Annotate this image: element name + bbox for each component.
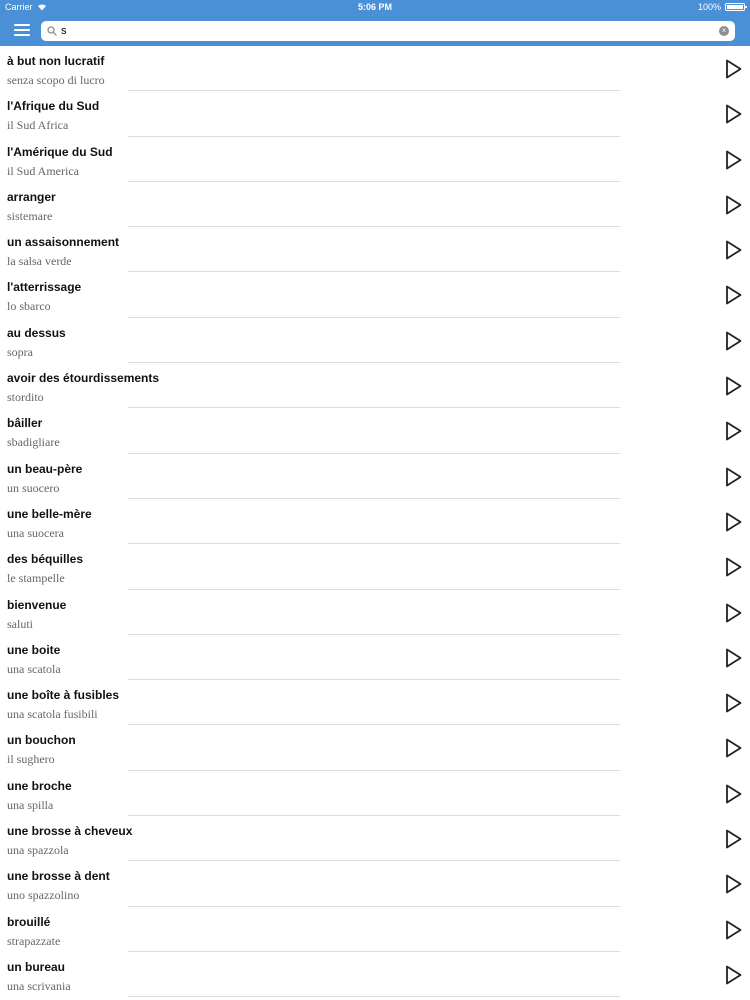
play-icon: [722, 783, 744, 805]
list-item[interactable]: [0, 91, 750, 136]
play-icon: [722, 420, 744, 442]
battery-fill: [727, 5, 743, 9]
entry-term: l'Afrique du Sud: [7, 99, 100, 114]
play-icon: [722, 556, 744, 578]
list-item[interactable]: [0, 544, 750, 589]
entry-translation: uno spazzolino: [7, 888, 80, 903]
entry-translation: una scatola fusibili: [7, 707, 98, 722]
list-item[interactable]: [0, 907, 750, 952]
list-item[interactable]: [0, 318, 750, 363]
play-button[interactable]: [722, 511, 744, 533]
play-button[interactable]: [722, 919, 744, 941]
entry-term: bienvenue: [7, 597, 67, 612]
entry-term: un beau-père: [7, 461, 83, 476]
play-icon: [722, 602, 744, 624]
entry-term: brouillé: [7, 914, 51, 929]
play-button[interactable]: [722, 647, 744, 669]
list-item[interactable]: [0, 680, 750, 725]
entry-term: une broche: [7, 778, 72, 793]
list-item[interactable]: [0, 861, 750, 906]
nav-bar: [0, 15, 750, 46]
play-icon: [722, 647, 744, 669]
entry-term: un bouchon: [7, 733, 76, 748]
entry-translation: senza scopo di lucro: [7, 73, 105, 87]
battery-indicator: [698, 2, 745, 12]
entry-term: une boîte à fusibles: [7, 688, 120, 703]
play-icon: [722, 103, 744, 125]
play-button[interactable]: [722, 58, 744, 80]
play-button[interactable]: [722, 466, 744, 488]
play-icon: [722, 873, 744, 895]
entry-term: à but non lucratif: [7, 54, 105, 68]
search-icon: [47, 26, 57, 36]
play-button[interactable]: [722, 194, 744, 216]
entry-translation: un suocero: [7, 480, 60, 495]
play-button[interactable]: [722, 783, 744, 805]
list-item[interactable]: [0, 137, 750, 182]
play-icon: [722, 58, 744, 80]
play-button[interactable]: [722, 103, 744, 125]
list-item[interactable]: [0, 499, 750, 544]
play-icon: [722, 919, 744, 941]
list-item[interactable]: [0, 363, 750, 408]
list-item[interactable]: [0, 227, 750, 272]
play-icon: [722, 194, 744, 216]
entry-term: arranger: [7, 189, 56, 204]
entry-translation: il Sud America: [7, 163, 79, 178]
play-button[interactable]: [722, 375, 744, 397]
entry-term: bâiller: [7, 416, 43, 431]
play-icon: [722, 239, 744, 261]
entry-translation: una spazzola: [7, 843, 69, 858]
entry-term: avoir des étourdissements: [7, 371, 160, 386]
entry-term: une belle-mère: [7, 506, 92, 521]
entry-translation: una scatola: [7, 661, 61, 676]
entry-translation: il sughero: [7, 752, 55, 767]
search-input[interactable]: [61, 23, 701, 39]
hamburger-icon: [12, 21, 32, 39]
play-button[interactable]: [722, 602, 744, 624]
entry-term: une brosse à cheveux: [7, 824, 133, 839]
play-icon: [722, 330, 744, 352]
play-button[interactable]: [722, 330, 744, 352]
list-item[interactable]: [0, 272, 750, 317]
list-item[interactable]: [0, 182, 750, 227]
play-button[interactable]: [722, 737, 744, 759]
entry-term: des béquilles: [7, 552, 84, 567]
entry-translation: sistemare: [7, 208, 53, 223]
play-icon: [722, 375, 744, 397]
play-button[interactable]: [722, 420, 744, 442]
entry-term: un assaisonnement: [7, 235, 120, 250]
clear-icon: ×: [721, 26, 727, 35]
entry-term: l'Amérique du Sud: [7, 144, 113, 159]
entry-term: l'atterrissage: [7, 280, 82, 295]
play-icon: [722, 737, 744, 759]
battery-percent: 100%: [697, 2, 721, 12]
play-button[interactable]: [722, 873, 744, 895]
play-icon: [722, 828, 744, 850]
play-icon: [722, 466, 744, 488]
entry-translation: una scrivania: [7, 978, 71, 993]
entry-translation: una suocera: [7, 525, 64, 540]
list-item[interactable]: [0, 46, 750, 91]
play-icon: [722, 149, 744, 171]
play-button[interactable]: [722, 964, 744, 986]
play-button[interactable]: [722, 284, 744, 306]
play-button[interactable]: [722, 556, 744, 578]
entry-translation: la salsa verde: [7, 254, 72, 269]
entry-translation: stordito: [7, 390, 44, 405]
play-button[interactable]: [722, 692, 744, 714]
row-divider: [128, 996, 620, 997]
entry-translation: una spilla: [7, 797, 54, 812]
entry-translation: le stampelle: [7, 571, 65, 586]
list-item[interactable]: [0, 408, 750, 453]
search-box[interactable]: [41, 21, 735, 41]
list-item[interactable]: [0, 454, 750, 499]
entry-translation: strapazzate: [7, 933, 61, 948]
entry-translation: saluti: [7, 616, 33, 631]
entry-translation: lo sbarco: [7, 299, 51, 314]
entry-term: une boite: [7, 642, 61, 657]
entry-term: au dessus: [7, 325, 66, 340]
play-button[interactable]: [722, 149, 744, 171]
play-button[interactable]: [722, 239, 744, 261]
play-button[interactable]: [722, 828, 744, 850]
list-item[interactable]: [0, 952, 750, 997]
list-item[interactable]: [0, 816, 750, 861]
entry-translation: sopra: [7, 344, 33, 359]
list-item[interactable]: [0, 590, 750, 635]
entry-translation: il Sud Africa: [7, 118, 69, 133]
carrier-label: Carrier: [5, 2, 33, 12]
entry-term: une brosse à dent: [7, 869, 110, 884]
entry-translation: sbadigliare: [7, 435, 60, 450]
play-icon: [722, 692, 744, 714]
menu-button[interactable]: [12, 21, 32, 39]
list-item[interactable]: [0, 771, 750, 816]
list-item[interactable]: [0, 635, 750, 680]
status-bar: [0, 0, 750, 15]
status-time: 5:06 PM: [357, 2, 392, 12]
play-icon: [722, 964, 744, 986]
play-icon: [722, 511, 744, 533]
battery-icon: [725, 3, 745, 11]
list-item[interactable]: [0, 725, 750, 770]
results-list: [0, 46, 750, 997]
play-icon: [722, 284, 744, 306]
clear-search-button[interactable]: [719, 26, 729, 36]
entry-term: un bureau: [7, 959, 66, 974]
